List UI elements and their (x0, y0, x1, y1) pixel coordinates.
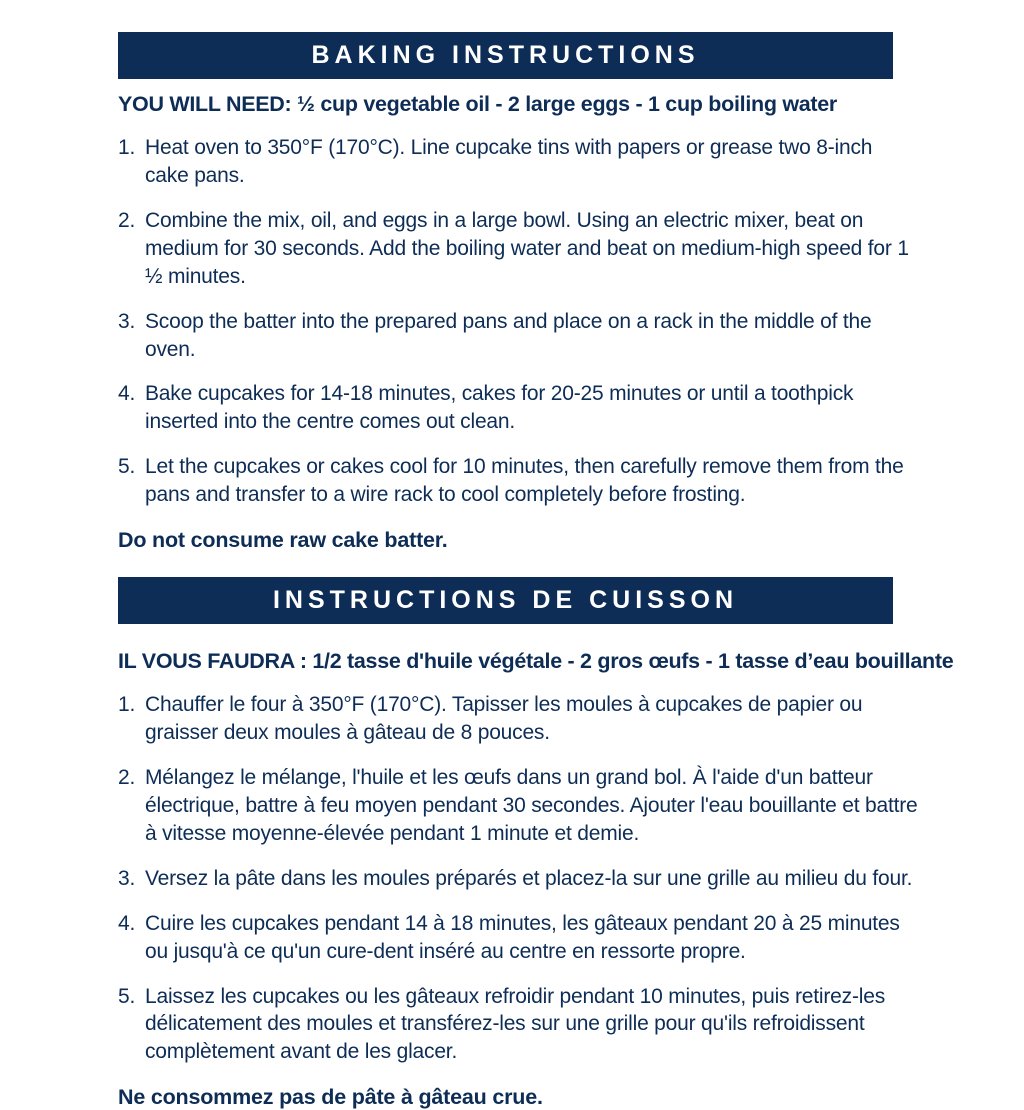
step-text: Heat oven to 350°F (170°C). Line cupcake tins with papers or grease two 8-inch cake pans. (145, 136, 873, 187)
step-text: Mélangez le mélange, l'huile et les œufs dans un grand bol. À l'aide d'un batteur électrique, battre à feu moyen pendant 30 secondes. Ajouter l'eau bouillante et battre à vitesse moyenne-élevée pendant 1 minute et demie. (145, 765, 918, 845)
step-number: 3. (118, 309, 136, 333)
step-number: 1. (118, 136, 136, 159)
french-you-will-need-line: IL VOUS FAUDRA : 1/2 tasse d'huile végétale - 2 gros œufs - 1 tasse d’eau bouillante (118, 649, 954, 674)
step-number: 4. (118, 382, 136, 406)
step-number: 1. (118, 693, 136, 717)
step-text: Laissez les cupcakes ou les gâteaux refroidir pendant 10 minutes, puis retirez-les délicatement des moules et transférez-les sur une grille pour qu'ils refroidissent complètement avant de les glacer. (145, 984, 886, 1064)
step-text: Bake cupcakes for 14-18 minutes, cakes for 20-25 minutes or until a toothpick inserted into the centre comes out clean. (145, 382, 854, 434)
english-steps-list (118, 134, 918, 509)
french-step-4 (118, 910, 918, 966)
english-step-2 (118, 207, 918, 291)
step-number: 2. (118, 765, 136, 789)
step-text: Chauffer le four à 350°F (170°C). Tapisser les moules à cupcakes de papier ou graisser deux moules à gâteau de 8 pouces. (145, 693, 863, 745)
french-section-title: INSTRUCTIONS DE CUISSON (272, 586, 739, 615)
english-section-header-bar (118, 32, 893, 79)
english-step-4 (118, 380, 918, 436)
english-section-title: BAKING INSTRUCTIONS (311, 41, 700, 69)
english-you-will-need-line: YOU WILL NEED: ½ cup vegetable oil - 2 large eggs - 1 cup boiling water (118, 92, 837, 116)
french-step-3 (118, 865, 918, 893)
english-step-1 (118, 134, 918, 190)
step-text: Cuire les cupcakes pendant 14 à 18 minutes, les gâteaux pendant 20 à 25 minutes ou jusqu'à ce qu'un cure-dent inséré au centre en ressorte propre. (145, 911, 900, 963)
french-step-5 (118, 983, 918, 1067)
step-text: Let the cupcakes or cakes cool for 10 minutes, then carefully remove them from the pans and transfer to a wire rack to cool completely before frosting. (145, 455, 904, 507)
step-text: Scoop the batter into the prepared pans and place on a rack in the middle of the oven. (145, 309, 872, 361)
english-step-3 (118, 308, 918, 364)
french-step-1 (118, 691, 918, 747)
french-section-header-bar (118, 577, 893, 624)
french-steps-list (118, 691, 918, 1066)
french-raw-batter-warning: Ne consommez pas de pâte à gâteau crue. (118, 1085, 543, 1110)
step-number: 3. (118, 866, 136, 890)
french-step-2 (118, 764, 918, 848)
step-text: Combine the mix, oil, and eggs in a large bowl. Using an electric mixer, beat on medium for 30 seconds. Add the boiling water and beat on medium-high speed for 1 ½ minutes. (145, 208, 909, 288)
step-number: 5. (118, 984, 136, 1008)
english-raw-batter-warning: Do not consume raw cake batter. (118, 528, 448, 553)
step-number: 2. (118, 208, 136, 232)
step-number: 4. (118, 911, 136, 935)
step-text: Versez la pâte dans les moules préparés et placez-la sur une grille au milieu du four. (145, 866, 913, 890)
english-step-5 (118, 453, 918, 509)
step-number: 5. (118, 455, 136, 479)
